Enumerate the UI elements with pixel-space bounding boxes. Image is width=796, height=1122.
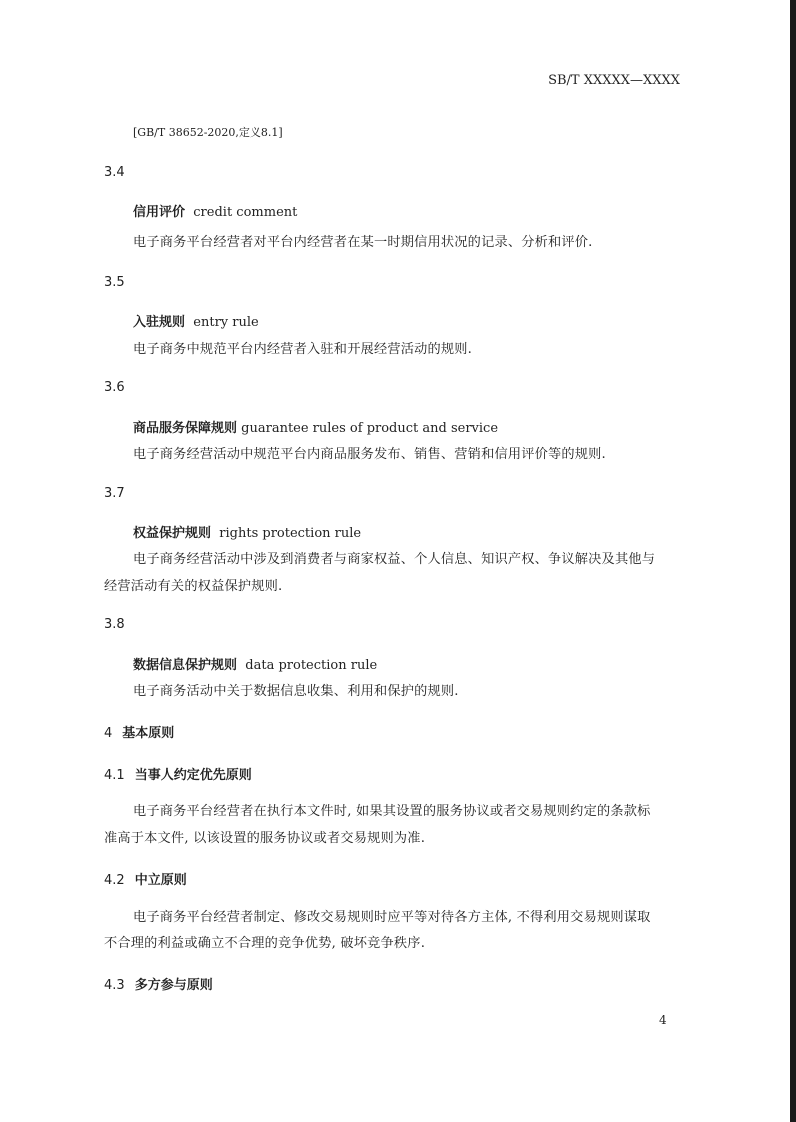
page-edge-border [790,0,796,1122]
document-code-header: SB/T XXXXX—XXXX [548,73,680,88]
term-definition-3-7-line2: 经营活动有关的权益保护规则. [104,579,283,594]
term-title-3-7 [133,522,361,541]
term-title-3-6 [133,417,498,436]
term-cn: 数据信息保护规则 [133,658,238,673]
term-number-3-4: 3.4 [104,165,125,180]
reference-citation: [GB/T 38652-2020,定义8.1] [133,126,283,139]
subsection-title: 当事人约定优先原则 [134,768,252,783]
subsection-4-3-heading [104,974,213,993]
section-title: 基本原则 [122,726,175,741]
section-4-heading [104,722,174,741]
term-en: guarantee rules of product and service [241,421,499,436]
section-number: 4 [104,726,113,741]
subsection-number: 4.2 [104,873,125,888]
term-number-3-7: 3.7 [104,486,125,501]
term-title-3-5 [133,311,259,330]
subsection-number: 4.1 [104,768,125,783]
term-cn: 入驻规则 [133,315,186,330]
term-cn: 信用评价 [133,205,186,220]
term-definition-3-4: 电子商务平台经营者对平台内经营者在某一时期信用状况的记录、分析和评价. [133,235,593,250]
term-definition-3-5: 电子商务中规范平台内经营者入驻和开展经营活动的规则. [133,342,473,357]
term-number-3-6: 3.6 [104,380,125,395]
term-en: rights protection rule [219,526,362,541]
term-en: credit comment [193,205,298,220]
subsection-4-2-body-line1: 电子商务平台经营者制定、修改交易规则时应平等对待各方主体, 不得利用交易规则谋取 [133,910,651,925]
term-en: data protection rule [245,658,378,673]
term-cn: 权益保护规则 [133,526,212,541]
term-title-3-4 [133,201,297,220]
term-number-3-5: 3.5 [104,275,125,290]
page-number: 4 [659,1013,667,1027]
term-title-3-8 [133,654,377,673]
term-en: entry rule [193,315,259,330]
term-cn: 商品服务保障规则 [133,421,238,436]
term-definition-3-6: 电子商务经营活动中规范平台内商品服务发布、销售、营销和信用评价等的规则. [133,447,606,462]
subsection-number: 4.3 [104,978,125,993]
term-definition-3-8: 电子商务活动中关于数据信息收集、利用和保护的规则. [133,684,459,699]
subsection-4-1-body-line2: 准高于本文件, 以该设置的服务协议或者交易规则为准. [104,831,426,846]
subsection-4-1-heading [104,764,252,783]
subsection-4-2-body-line2: 不合理的利益或确立不合理的竞争优势, 破坏竞争秩序. [104,936,426,951]
term-number-3-8: 3.8 [104,617,125,632]
subsection-4-2-heading [104,869,187,888]
subsection-4-1-body-line1: 电子商务平台经营者在执行本文件时, 如果其设置的服务协议或者交易规则约定的条款标 [133,804,651,819]
term-definition-3-7-line1: 电子商务经营活动中涉及到消费者与商家权益、个人信息、知识产权、争议解决及其他与 [133,552,656,567]
subsection-title: 中立原则 [134,873,187,888]
subsection-title: 多方参与原则 [134,978,213,993]
